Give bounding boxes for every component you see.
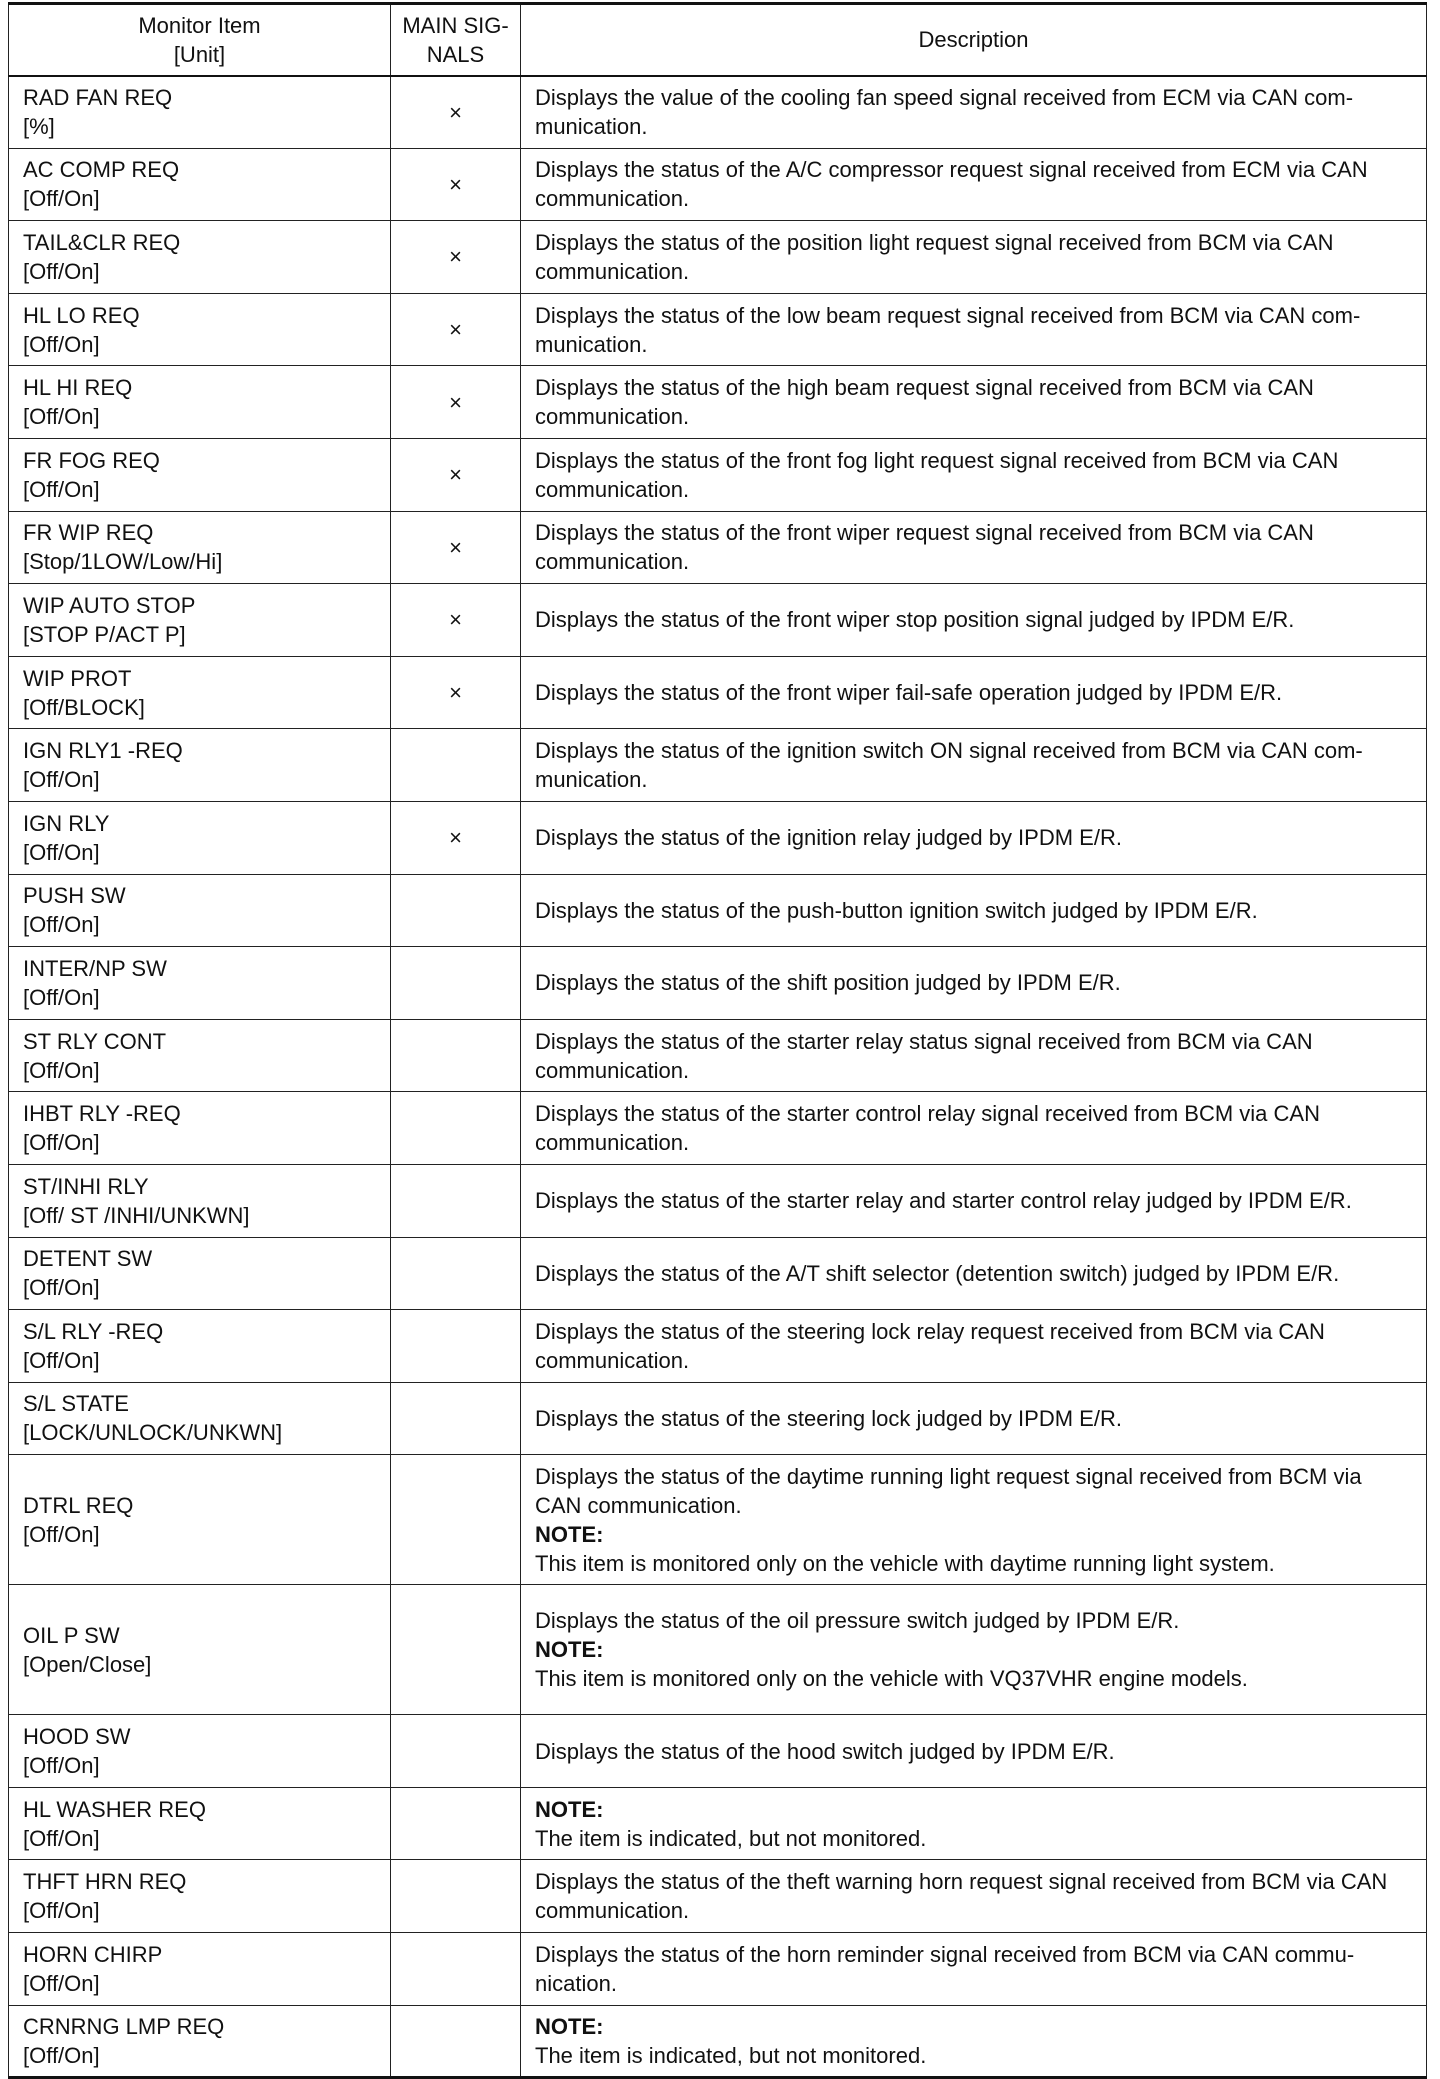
description-cell: [521, 1455, 1427, 1585]
description-cell: [521, 1585, 1427, 1715]
monitor-item-unit: [Off/On]: [23, 1753, 100, 1779]
monitor-item-name: HL WASHER REQ: [23, 1796, 206, 1822]
table-row: [9, 947, 1427, 1020]
monitor-item-unit: [STOP P/ACT P]: [23, 621, 186, 647]
main-signal-mark: [391, 1019, 521, 1092]
description-text: Displays the value of the cooling fan speed signal received from ECM via CAN com-munication.: [535, 85, 1354, 140]
monitor-item-cell: [9, 1860, 391, 1933]
table-header-row: [9, 4, 1427, 76]
note-label: NOTE:: [535, 1637, 604, 1663]
table-row: [9, 656, 1427, 729]
table-row: [9, 148, 1427, 221]
main-signal-mark: ×: [391, 148, 521, 221]
monitor-item-cell: [9, 1019, 391, 1092]
monitor-item-name: HL LO REQ: [23, 302, 140, 328]
table-row: [9, 1933, 1427, 2006]
monitor-item-unit: [Off/On]: [23, 1347, 100, 1373]
description-cell: [521, 2005, 1427, 2078]
description-text: Displays the status of the front wiper fail-safe operation judged by IPDM E/R.: [535, 680, 1283, 706]
monitor-item-cell: [9, 2005, 391, 2078]
table-row: [9, 874, 1427, 947]
main-signal-mark: ×: [391, 293, 521, 366]
monitor-item-name: WIP AUTO STOP: [23, 592, 196, 618]
table-row: [9, 1585, 1427, 1715]
monitor-item-name: FR FOG REQ: [23, 447, 160, 473]
monitor-item-unit: [LOCK/UNLOCK/UNKWN]: [23, 1420, 283, 1446]
monitor-item-cell: [9, 293, 391, 366]
monitor-item-cell: [9, 76, 391, 149]
monitor-item-cell: [9, 1933, 391, 2006]
header-monitor-item: Monitor Item [Unit]: [9, 4, 391, 76]
description-text: Displays the status of the starter relay and starter control relay judged by IPDM E/R.: [535, 1188, 1352, 1214]
main-signal-mark: ×: [391, 801, 521, 874]
description-cell: [521, 729, 1427, 802]
description-text: Displays the status of the A/T shift selector (detention switch) judged by IPDM E/R.: [535, 1260, 1340, 1286]
monitor-item-name: INTER/NP SW: [23, 955, 167, 981]
description-cell: [521, 1019, 1427, 1092]
description-cell: [521, 1787, 1427, 1860]
monitor-item-cell: [9, 1715, 391, 1788]
main-signal-mark: ×: [391, 511, 521, 584]
main-signal-mark: [391, 1455, 521, 1585]
monitor-item-name: IGN RLY1 -REQ: [23, 738, 183, 764]
monitor-item-unit: [Off/On]: [23, 1825, 100, 1851]
note-text: The item is indicated, but not monitored.: [535, 1825, 927, 1851]
description-text: Displays the status of the daytime running light request signal received from BCM via CAN communication.: [535, 1463, 1362, 1518]
monitor-item-cell: [9, 1382, 391, 1455]
table-row: [9, 801, 1427, 874]
monitor-item-cell: [9, 729, 391, 802]
main-signal-mark: ×: [391, 221, 521, 294]
table-row: [9, 584, 1427, 657]
monitor-item-unit: [Off/On]: [23, 1970, 100, 1996]
note-text: The item is indicated, but not monitored.: [535, 2042, 927, 2068]
note-label: NOTE:: [535, 1796, 604, 1822]
description-cell: [521, 511, 1427, 584]
monitor-item-name: ST RLY CONT: [23, 1028, 167, 1054]
monitor-item-unit: [Off/On]: [23, 476, 100, 502]
description-text: Displays the status of the ignition relay judged by IPDM E/R.: [535, 825, 1122, 851]
description-cell: [521, 1237, 1427, 1310]
main-signal-mark: [391, 1787, 521, 1860]
main-signal-mark: [391, 1933, 521, 2006]
monitor-item-name: HOOD SW: [23, 1724, 131, 1750]
table-row: [9, 1715, 1427, 1788]
monitor-item-cell: [9, 1455, 391, 1585]
main-signal-mark: [391, 1310, 521, 1383]
monitor-item-unit: [Off/On]: [23, 1057, 100, 1083]
main-signal-mark: [391, 1382, 521, 1455]
description-cell: [521, 76, 1427, 149]
table-row: [9, 2005, 1427, 2078]
monitor-item-name: DTRL REQ: [23, 1492, 134, 1518]
monitor-item-unit: [Off/On]: [23, 912, 100, 938]
description-text: Displays the status of the starter relay status signal received from BCM via CAN communication.: [535, 1028, 1313, 1083]
table-row: [9, 1310, 1427, 1383]
monitor-item-cell: [9, 221, 391, 294]
monitor-item-cell: [9, 511, 391, 584]
header-description: Description: [521, 4, 1427, 76]
main-signal-mark: ×: [391, 656, 521, 729]
monitor-item-cell: [9, 1310, 391, 1383]
table-row: [9, 1382, 1427, 1455]
description-text: Displays the status of the front wiper stop position signal judged by IPDM E/R.: [535, 607, 1295, 633]
description-text: Displays the status of the front wiper request signal received from BCM via CAN communication.: [535, 520, 1314, 575]
description-text: Displays the status of the A/C compressor request signal received from ECM via CAN communication.: [535, 157, 1368, 212]
monitor-item-cell: [9, 1092, 391, 1165]
monitor-item-cell: [9, 656, 391, 729]
description-cell: [521, 1164, 1427, 1237]
monitor-item-name: IGN RLY: [23, 810, 110, 836]
description-text: Displays the status of the push-button ignition switch judged by IPDM E/R.: [535, 897, 1258, 923]
description-text: Displays the status of the theft warning horn request signal received from BCM via CAN communication.: [535, 1869, 1388, 1924]
monitor-item-cell: [9, 1787, 391, 1860]
description-text: Displays the status of the low beam request signal received from BCM via CAN com-munication.: [535, 302, 1361, 357]
monitor-item-cell: [9, 438, 391, 511]
monitor-item-name: CRNRNG LMP REQ: [23, 2013, 225, 2039]
main-signal-mark: ×: [391, 584, 521, 657]
monitor-item-unit: [Open/Close]: [23, 1651, 152, 1677]
description-text: Displays the status of the ignition switch ON signal received from BCM via CAN com-munication.: [535, 738, 1363, 793]
monitor-item-name: HL HI REQ: [23, 375, 133, 401]
table-row: [9, 293, 1427, 366]
main-signal-mark: ×: [391, 438, 521, 511]
monitor-item-name: THFT HRN REQ: [23, 1869, 187, 1895]
table-row: [9, 1455, 1427, 1585]
monitor-item-unit: [Stop/1LOW/Low/Hi]: [23, 549, 223, 575]
monitor-item-cell: [9, 584, 391, 657]
monitor-item-cell: [9, 366, 391, 439]
main-signal-mark: [391, 1092, 521, 1165]
table-row: [9, 729, 1427, 802]
monitor-item-unit: [Off/On]: [23, 839, 100, 865]
table-row: [9, 221, 1427, 294]
monitor-item-name: IHBT RLY -REQ: [23, 1101, 181, 1127]
header-main-signals: MAIN SIG- NALS: [391, 4, 521, 76]
monitor-item-unit: [Off/On]: [23, 1275, 100, 1301]
description-cell: [521, 874, 1427, 947]
description-text: Displays the status of the horn reminder signal received from BCM via CAN commu-nication.: [535, 1941, 1355, 1996]
description-cell: [521, 221, 1427, 294]
monitor-item-unit: [Off/On]: [23, 767, 100, 793]
monitor-item-cell: [9, 148, 391, 221]
main-signal-mark: [391, 1715, 521, 1788]
description-text: Displays the status of the shift position judged by IPDM E/R.: [535, 970, 1121, 996]
table-row: [9, 1019, 1427, 1092]
main-signal-mark: [391, 947, 521, 1020]
table-row: [9, 438, 1427, 511]
table-row: [9, 1860, 1427, 1933]
description-text: Displays the status of the position light request signal received from BCM via CAN communication.: [535, 229, 1334, 284]
table-row: [9, 1092, 1427, 1165]
description-text: Displays the status of the high beam request signal received from BCM via CAN communication.: [535, 375, 1314, 430]
main-signal-mark: ×: [391, 76, 521, 149]
description-cell: [521, 438, 1427, 511]
monitor-item-name: DETENT SW: [23, 1246, 153, 1272]
main-signal-mark: [391, 1585, 521, 1715]
monitor-item-name: TAIL&CLR REQ: [23, 229, 181, 255]
note-text: This item is monitored only on the vehicle with daytime running light system.: [535, 1550, 1275, 1576]
monitor-item-cell: [9, 874, 391, 947]
monitor-item-name: WIP PROT: [23, 665, 132, 691]
table-row: [9, 366, 1427, 439]
monitor-item-unit: [%]: [23, 114, 55, 140]
monitor-item-unit: [Off/On]: [23, 404, 100, 430]
monitor-item-cell: [9, 1585, 391, 1715]
description-cell: [521, 947, 1427, 1020]
description-cell: [521, 1860, 1427, 1933]
description-text: Displays the status of the oil pressure switch judged by IPDM E/R.: [535, 1608, 1180, 1634]
monitor-item-cell: [9, 1164, 391, 1237]
main-signal-mark: ×: [391, 366, 521, 439]
description-cell: [521, 366, 1427, 439]
note-label: NOTE:: [535, 2013, 604, 2039]
monitor-item-cell: [9, 1237, 391, 1310]
main-signal-mark: [391, 1860, 521, 1933]
monitor-item-unit: [Off/ ST /INHI/UNKWN]: [23, 1202, 250, 1228]
monitor-item-cell: [9, 801, 391, 874]
monitor-item-unit: [Off/On]: [23, 258, 100, 284]
monitor-item-name: FR WIP REQ: [23, 520, 154, 546]
monitor-item-name: HORN CHIRP: [23, 1941, 163, 1967]
monitor-item-unit: [Off/On]: [23, 331, 100, 357]
description-cell: [521, 1715, 1427, 1788]
description-text: Displays the status of the steering lock judged by IPDM E/R.: [535, 1405, 1122, 1431]
main-signal-mark: [391, 1164, 521, 1237]
description-cell: [521, 1310, 1427, 1383]
monitor-item-unit: [Off/On]: [23, 1521, 100, 1547]
table-row: [9, 76, 1427, 149]
monitor-item-name: S/L RLY -REQ: [23, 1318, 164, 1344]
table-row: [9, 1237, 1427, 1310]
monitor-item-unit: [Off/On]: [23, 2042, 100, 2068]
monitor-item-unit: [Off/On]: [23, 984, 100, 1010]
description-text: Displays the status of the front fog light request signal received from BCM via CAN communication.: [535, 447, 1339, 502]
table-row: [9, 1164, 1427, 1237]
monitor-item-unit: [Off/On]: [23, 186, 100, 212]
description-cell: [521, 148, 1427, 221]
monitor-item-name: OIL P SW: [23, 1622, 120, 1648]
description-cell: [521, 1092, 1427, 1165]
main-signal-mark: [391, 2005, 521, 2078]
description-cell: [521, 293, 1427, 366]
description-cell: [521, 584, 1427, 657]
monitor-item-name: RAD FAN REQ: [23, 85, 173, 111]
description-text: Displays the status of the steering lock relay request received from BCM via CAN communication.: [535, 1318, 1325, 1373]
monitor-item-cell: [9, 947, 391, 1020]
monitor-item-name: S/L STATE: [23, 1391, 129, 1417]
monitor-item-name: ST/INHI RLY: [23, 1173, 149, 1199]
description-text: Displays the status of the hood switch judged by IPDM E/R.: [535, 1738, 1115, 1764]
table-row: [9, 1787, 1427, 1860]
monitor-item-table: [8, 2, 1427, 2079]
main-signal-mark: [391, 1237, 521, 1310]
main-signal-mark: [391, 729, 521, 802]
description-cell: [521, 656, 1427, 729]
monitor-item-unit: [Off/On]: [23, 1130, 100, 1156]
table-body: [9, 76, 1427, 2078]
main-signal-mark: [391, 874, 521, 947]
monitor-item-unit: [Off/On]: [23, 1898, 100, 1924]
monitor-item-unit: [Off/BLOCK]: [23, 694, 145, 720]
description-cell: [521, 801, 1427, 874]
note-label: NOTE:: [535, 1521, 604, 1547]
table-row: [9, 511, 1427, 584]
note-text: This item is monitored only on the vehicle with VQ37VHR engine models.: [535, 1666, 1248, 1692]
description-text: Displays the status of the starter control relay signal received from BCM via CAN communication.: [535, 1101, 1320, 1156]
description-cell: [521, 1382, 1427, 1455]
description-cell: [521, 1933, 1427, 2006]
monitor-item-name: PUSH SW: [23, 883, 126, 909]
monitor-item-name: AC COMP REQ: [23, 157, 180, 183]
